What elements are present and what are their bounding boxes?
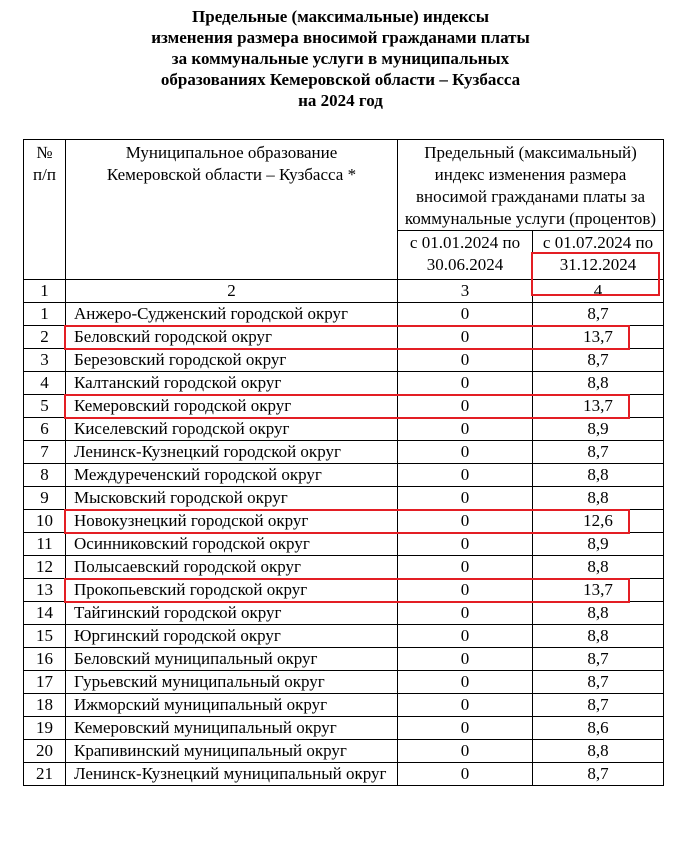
row-municipality: Кемеровский муниципальный округ bbox=[66, 717, 398, 740]
row-index-period-2: 8,7 bbox=[533, 303, 664, 326]
row-index-period-2: 8,8 bbox=[533, 740, 664, 763]
row-index-period-2: 8,8 bbox=[533, 602, 664, 625]
index-table bbox=[23, 139, 664, 786]
row-number: 16 bbox=[24, 648, 66, 671]
row-number: 13 bbox=[24, 579, 66, 602]
row-number: 11 bbox=[24, 533, 66, 556]
row-index-period-1: 0 bbox=[398, 694, 533, 717]
table-row bbox=[24, 763, 664, 786]
table-row bbox=[24, 579, 664, 602]
row-index-period-1: 0 bbox=[398, 349, 533, 372]
row-index-period-1: 0 bbox=[398, 372, 533, 395]
row-municipality: Беловский городской округ bbox=[66, 326, 398, 349]
row-index-period-1: 0 bbox=[398, 763, 533, 786]
row-index-period-2: 13,7 bbox=[533, 395, 664, 418]
row-municipality: Тайгинский городской округ bbox=[66, 602, 398, 625]
row-index-period-1: 0 bbox=[398, 441, 533, 464]
column-number: 3 bbox=[398, 280, 533, 303]
table-row bbox=[24, 441, 664, 464]
header-number-line1: № bbox=[36, 143, 53, 162]
row-number: 17 bbox=[24, 671, 66, 694]
table-row bbox=[24, 717, 664, 740]
row-municipality: Юргинский городской округ bbox=[66, 625, 398, 648]
row-municipality: Гурьевский муниципальный округ bbox=[66, 671, 398, 694]
row-number: 7 bbox=[24, 441, 66, 464]
row-index-period-1: 0 bbox=[398, 602, 533, 625]
row-number: 2 bbox=[24, 326, 66, 349]
table-row bbox=[24, 671, 664, 694]
row-number: 9 bbox=[24, 487, 66, 510]
row-index-period-2: 8,7 bbox=[533, 441, 664, 464]
row-index-period-1: 0 bbox=[398, 510, 533, 533]
row-municipality: Кемеровский городской округ bbox=[66, 395, 398, 418]
row-number: 14 bbox=[24, 602, 66, 625]
table-row bbox=[24, 694, 664, 717]
title-line: Предельные (максимальные) индексы bbox=[192, 7, 489, 26]
row-index-period-2: 8,7 bbox=[533, 671, 664, 694]
row-index-period-1: 0 bbox=[398, 556, 533, 579]
row-municipality: Осинниковский городской округ bbox=[66, 533, 398, 556]
row-index-period-1: 0 bbox=[398, 487, 533, 510]
row-index-period-1: 0 bbox=[398, 418, 533, 441]
row-index-period-1: 0 bbox=[398, 533, 533, 556]
row-number: 20 bbox=[24, 740, 66, 763]
row-index-period-2: 8,8 bbox=[533, 556, 664, 579]
title-line: на 2024 год bbox=[298, 91, 383, 110]
row-index-period-2: 8,8 bbox=[533, 372, 664, 395]
row-index-period-2: 13,7 bbox=[533, 579, 664, 602]
row-municipality: Анжеро-Судженский городской округ bbox=[66, 303, 398, 326]
row-municipality: Прокопьевский городской округ bbox=[66, 579, 398, 602]
row-index-period-1: 0 bbox=[398, 303, 533, 326]
column-number: 4 bbox=[533, 280, 664, 303]
table-row bbox=[24, 326, 664, 349]
row-number: 21 bbox=[24, 763, 66, 786]
header-municipality: Муниципальное образование Кемеровской области – Кузбасса * bbox=[66, 140, 398, 280]
header-index: Предельный (максимальный) индекс изменения размера вносимой гражданами платы за коммунальные услуги (процентов) bbox=[398, 140, 664, 231]
row-index-period-2: 8,7 bbox=[533, 349, 664, 372]
row-index-period-2: 8,9 bbox=[533, 533, 664, 556]
table-row bbox=[24, 648, 664, 671]
row-index-period-2: 13,7 bbox=[533, 326, 664, 349]
title-line: изменения размера вносимой гражданами платы bbox=[151, 28, 530, 47]
row-number: 5 bbox=[24, 395, 66, 418]
column-number: 2 bbox=[66, 280, 398, 303]
title-line: образованиях Кемеровской области – Кузбасса bbox=[160, 70, 521, 89]
row-index-period-2: 8,8 bbox=[533, 464, 664, 487]
row-municipality: Новокузнецкий городской округ bbox=[66, 510, 398, 533]
row-municipality: Ижморский муниципальный округ bbox=[66, 694, 398, 717]
row-index-period-1: 0 bbox=[398, 671, 533, 694]
document-title bbox=[0, 6, 681, 111]
table-row bbox=[24, 625, 664, 648]
row-index-period-1: 0 bbox=[398, 395, 533, 418]
row-number: 8 bbox=[24, 464, 66, 487]
row-index-period-2: 12,6 bbox=[533, 510, 664, 533]
row-municipality: Ленинск-Кузнецкий городской округ bbox=[66, 441, 398, 464]
row-municipality: Полысаевский городской округ bbox=[66, 556, 398, 579]
row-index-period-1: 0 bbox=[398, 648, 533, 671]
header-period-2: с 01.07.2024 по 31.12.2024 bbox=[533, 231, 664, 280]
row-index-period-2: 8,7 bbox=[533, 763, 664, 786]
row-municipality: Калтанский городской округ bbox=[66, 372, 398, 395]
row-number: 3 bbox=[24, 349, 66, 372]
row-index-period-2: 8,7 bbox=[533, 648, 664, 671]
table-row bbox=[24, 464, 664, 487]
row-index-period-2: 8,6 bbox=[533, 717, 664, 740]
row-index-period-2: 8,7 bbox=[533, 694, 664, 717]
table-row bbox=[24, 372, 664, 395]
header-number-line2: п/п bbox=[33, 165, 56, 184]
row-number: 10 bbox=[24, 510, 66, 533]
table-body bbox=[24, 303, 664, 786]
table-row bbox=[24, 418, 664, 441]
table-row bbox=[24, 510, 664, 533]
row-index-period-1: 0 bbox=[398, 717, 533, 740]
row-index-period-1: 0 bbox=[398, 625, 533, 648]
row-municipality: Мысковский городской округ bbox=[66, 487, 398, 510]
row-number: 6 bbox=[24, 418, 66, 441]
row-number: 4 bbox=[24, 372, 66, 395]
title-line: за коммунальные услуги в муниципальных bbox=[171, 49, 510, 68]
table-row bbox=[24, 487, 664, 510]
column-number: 1 bbox=[24, 280, 66, 303]
row-index-period-2: 8,8 bbox=[533, 625, 664, 648]
row-index-period-1: 0 bbox=[398, 464, 533, 487]
table-row bbox=[24, 740, 664, 763]
row-number: 15 bbox=[24, 625, 66, 648]
header-number bbox=[24, 140, 66, 280]
row-municipality: Ленинск-Кузнецкий муниципальный округ bbox=[66, 763, 398, 786]
row-index-period-2: 8,9 bbox=[533, 418, 664, 441]
row-municipality: Междуреченский городской округ bbox=[66, 464, 398, 487]
row-number: 12 bbox=[24, 556, 66, 579]
table-row bbox=[24, 303, 664, 326]
table-row bbox=[24, 349, 664, 372]
row-municipality: Крапивинский муниципальный округ bbox=[66, 740, 398, 763]
row-index-period-1: 0 bbox=[398, 740, 533, 763]
table-row bbox=[24, 556, 664, 579]
row-number: 1 bbox=[24, 303, 66, 326]
table-row bbox=[24, 602, 664, 625]
table-row bbox=[24, 533, 664, 556]
row-number: 19 bbox=[24, 717, 66, 740]
row-municipality: Беловский муниципальный округ bbox=[66, 648, 398, 671]
row-index-period-1: 0 bbox=[398, 579, 533, 602]
row-municipality: Березовский городской округ bbox=[66, 349, 398, 372]
table-row bbox=[24, 395, 664, 418]
row-number: 18 bbox=[24, 694, 66, 717]
row-index-period-2: 8,8 bbox=[533, 487, 664, 510]
row-index-period-1: 0 bbox=[398, 326, 533, 349]
row-municipality: Киселевский городской округ bbox=[66, 418, 398, 441]
header-period-1: с 01.01.2024 по 30.06.2024 bbox=[398, 231, 533, 280]
